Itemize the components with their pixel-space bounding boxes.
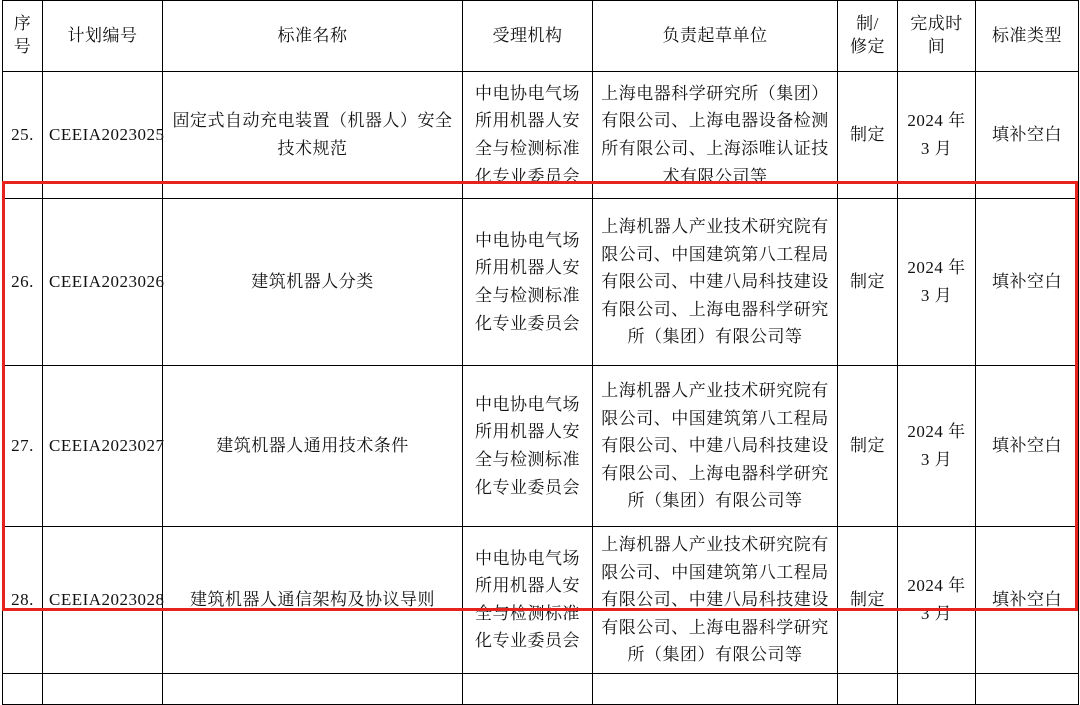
- cell-seq: [3, 673, 43, 704]
- column-header-type-line2: 修定: [850, 37, 885, 56]
- cell-name: 固定式自动充电装置（机器人）安全技术规范: [163, 72, 463, 199]
- cell-code: [43, 673, 163, 704]
- cell-time-month: 3 月: [920, 286, 953, 305]
- column-header-org: 受理机构: [463, 1, 593, 72]
- cell-time-month: 3 月: [920, 450, 953, 469]
- cell-drafter: [593, 673, 838, 704]
- cell-time-year: 2024 年: [907, 576, 966, 596]
- cell-time: [898, 72, 976, 199]
- column-header-time-line1: 完成时: [910, 14, 963, 34]
- cell-category: 填补空白: [976, 72, 1079, 199]
- cell-seq: 25.: [3, 72, 43, 199]
- cell-org: 中电协电气场所用机器人安全与检测标准化专业委员会: [463, 366, 593, 527]
- column-header-code: 计划编号: [43, 1, 163, 72]
- cell-code: CEEIA2023025: [43, 72, 163, 199]
- table-body: [3, 72, 1079, 705]
- cell-type: 制定: [838, 199, 898, 366]
- cell-org: 中电协电气场所用机器人安全与检测标准化专业委员会: [463, 199, 593, 366]
- standards-table: [2, 0, 1079, 705]
- cell-name: [163, 673, 463, 704]
- cell-category: 填补空白: [976, 199, 1079, 366]
- column-header-seq: [3, 1, 43, 72]
- column-header-type-line1: 制/: [856, 14, 879, 34]
- cell-name: 建筑机器人通用技术条件: [163, 366, 463, 527]
- table-row: [3, 527, 1079, 674]
- cell-name: 建筑机器人分类: [163, 199, 463, 366]
- cell-seq: 28.: [3, 527, 43, 674]
- column-header-seq-line2: 号: [13, 37, 32, 56]
- cell-seq: 26.: [3, 199, 43, 366]
- table-row-partial: [3, 673, 1079, 704]
- column-header-time-line2: 间: [927, 37, 946, 56]
- cell-time: [898, 366, 976, 527]
- table-row: [3, 72, 1079, 199]
- column-header-seq-line1: 序: [13, 14, 32, 34]
- cell-category: [976, 673, 1079, 704]
- cell-type: 制定: [838, 527, 898, 674]
- table-row: [3, 366, 1079, 527]
- cell-type: 制定: [838, 366, 898, 527]
- cell-drafter: 上海机器人产业技术研究院有限公司、中国建筑第八工程局有限公司、中建八局科技建设有限公司、上海电器科学研究所（集团）有限公司等: [593, 527, 838, 674]
- cell-time: [898, 199, 976, 366]
- table-row: [3, 199, 1079, 366]
- cell-code: CEEIA2023028: [43, 527, 163, 674]
- column-header-name: 标准名称: [163, 1, 463, 72]
- cell-time: [898, 527, 976, 674]
- cell-code: CEEIA2023027: [43, 366, 163, 527]
- cell-category: 填补空白: [976, 366, 1079, 527]
- cell-time-month: 3 月: [920, 603, 953, 623]
- column-header-category: 标准类型: [976, 1, 1079, 72]
- cell-category: 填补空白: [976, 527, 1079, 674]
- cell-org: 中电协电气场所用机器人安全与检测标准化专业委员会: [463, 72, 593, 199]
- cell-name: 建筑机器人通信架构及协议导则: [163, 527, 463, 674]
- cell-time-year: 2024 年: [907, 258, 966, 278]
- cell-seq: 27.: [3, 366, 43, 527]
- cell-code: CEEIA2023026: [43, 199, 163, 366]
- column-header-type: [838, 1, 898, 72]
- cell-drafter: 上海电器科学研究所（集团）有限公司、上海电器设备检测所有限公司、上海添唯认证技术有限公司等: [593, 72, 838, 199]
- cell-type: [838, 673, 898, 704]
- cell-time: [898, 673, 976, 704]
- column-header-time: [898, 1, 976, 72]
- cell-drafter: 上海机器人产业技术研究院有限公司、中国建筑第八工程局有限公司、中建八局科技建设有限公司、上海电器科学研究所（集团）有限公司等: [593, 199, 838, 366]
- cell-time-year: 2024 年: [907, 422, 966, 442]
- cell-org: 中电协电气场所用机器人安全与检测标准化专业委员会: [463, 527, 593, 674]
- cell-type: 制定: [838, 72, 898, 199]
- column-header-drafter: 负责起草单位: [593, 1, 838, 72]
- cell-drafter: 上海机器人产业技术研究院有限公司、中国建筑第八工程局有限公司、中建八局科技建设有限公司、上海电器科学研究所（集团）有限公司等: [593, 366, 838, 527]
- cell-org: [463, 673, 593, 704]
- cell-time-month: 3 月: [920, 139, 953, 158]
- cell-time-year: 2024 年: [907, 111, 966, 131]
- table-header: [3, 1, 1079, 72]
- header-row: [3, 1, 1079, 72]
